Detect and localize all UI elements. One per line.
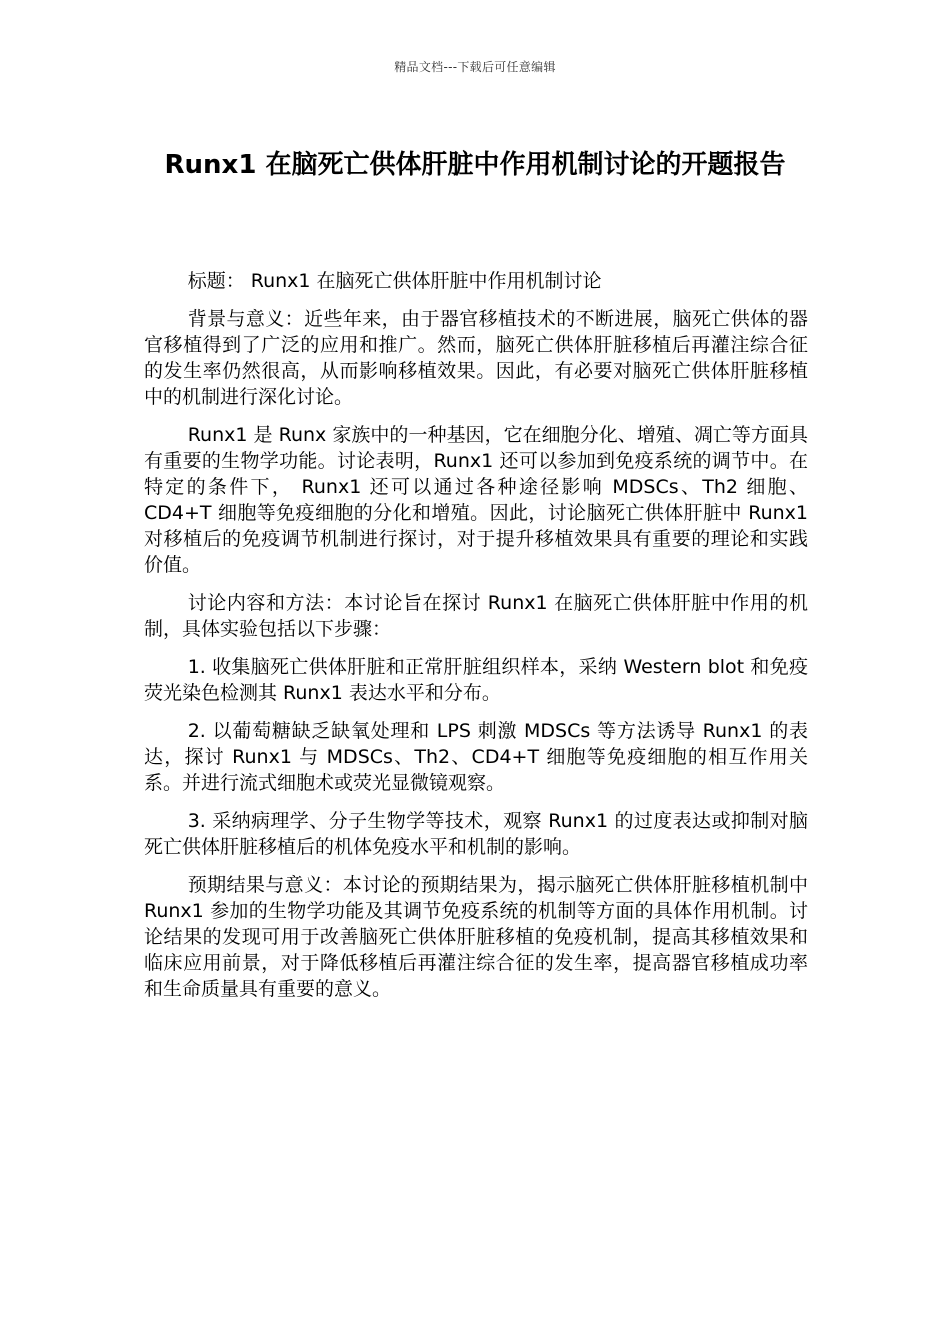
document-title: Runx1 在脑死亡供体肝脏中作用机制讨论的开题报告 <box>164 150 786 180</box>
paragraph-subject: 标题： Runx1 在脑死亡供体肝脏中作用机制讨论 <box>187 270 602 292</box>
header-note: 精品文档---下载后可任意编辑 <box>394 60 556 74</box>
paragraph-expected-results: 预期结果与意义：本讨论的预期结果为，揭示脑死亡供体肝脏移植机制中 Runx1 参加的生物学功能及其调节免疫系统的机制等方面的具体作用机制。讨论结果的发现可用于改善脑死亡供体肝脏移植的免疫机制，提高其移植效果和临床应用前景，对于降低移植后再灌注综合征的发生率，提高器官移植成功率和生命质量具有重要的意义。 <box>144 874 808 1000</box>
paragraph-step-2: 2. 以葡萄糖缺乏缺氧处理和 LPS 刺激 MDSCs 等方法诱导 Runx1 的表达，探讨 Runx1 与 MDSCs、Th2、CD4+T 细胞等免疫细胞的相互作用关系。并进行流式细胞术或荧光显微镜观察。 <box>144 720 808 794</box>
paragraph-background: 背景与意义：近些年来，由于器官移植技术的不断进展，脑死亡供体的器官移植得到了广泛的应用和推广。然而，脑死亡供体肝脏移植后再灌注综合征的发生率仍然很高，从而影响移植效果。因此，有必要对脑死亡供体肝脏移植中的机制进行深化讨论。 <box>144 308 808 408</box>
paragraph-step-3: 3. 采纳病理学、分子生物学等技术，观察 Runx1 的过度表达或抑制对脑死亡供体肝脏移植后的机体免疫水平和机制的影响。 <box>144 810 808 858</box>
paragraph-methods: 讨论内容和方法：本讨论旨在探讨 Runx1 在脑死亡供体肝脏中作用的机制，具体实验包括以下步骤： <box>144 592 808 640</box>
paragraph-runx1-intro: Runx1 是 Runx 家族中的一种基因，它在细胞分化、增殖、凋亡等方面具有重要的生物学功能。讨论表明，Runx1 还可以参加到免疫系统的调节中。在特定的条件下， Runx1 还可以通过各种途径影响 MDSCs、Th2 细胞、CD4+T 细胞等免疫细胞的分化和增殖。因此，讨论脑死亡供体肝脏中 Runx1 对移植后的免疫调节机制进行探讨，对于提升移植效果具有重要的理论和实践价值。 <box>144 424 808 576</box>
paragraph-step-1: 1. 收集脑死亡供体肝脏和正常肝脏组织样本，采纳 Western blot 和免疫荧光染色检测其 Runx1 表达水平和分布。 <box>144 656 808 704</box>
document-body <box>144 268 808 1014</box>
